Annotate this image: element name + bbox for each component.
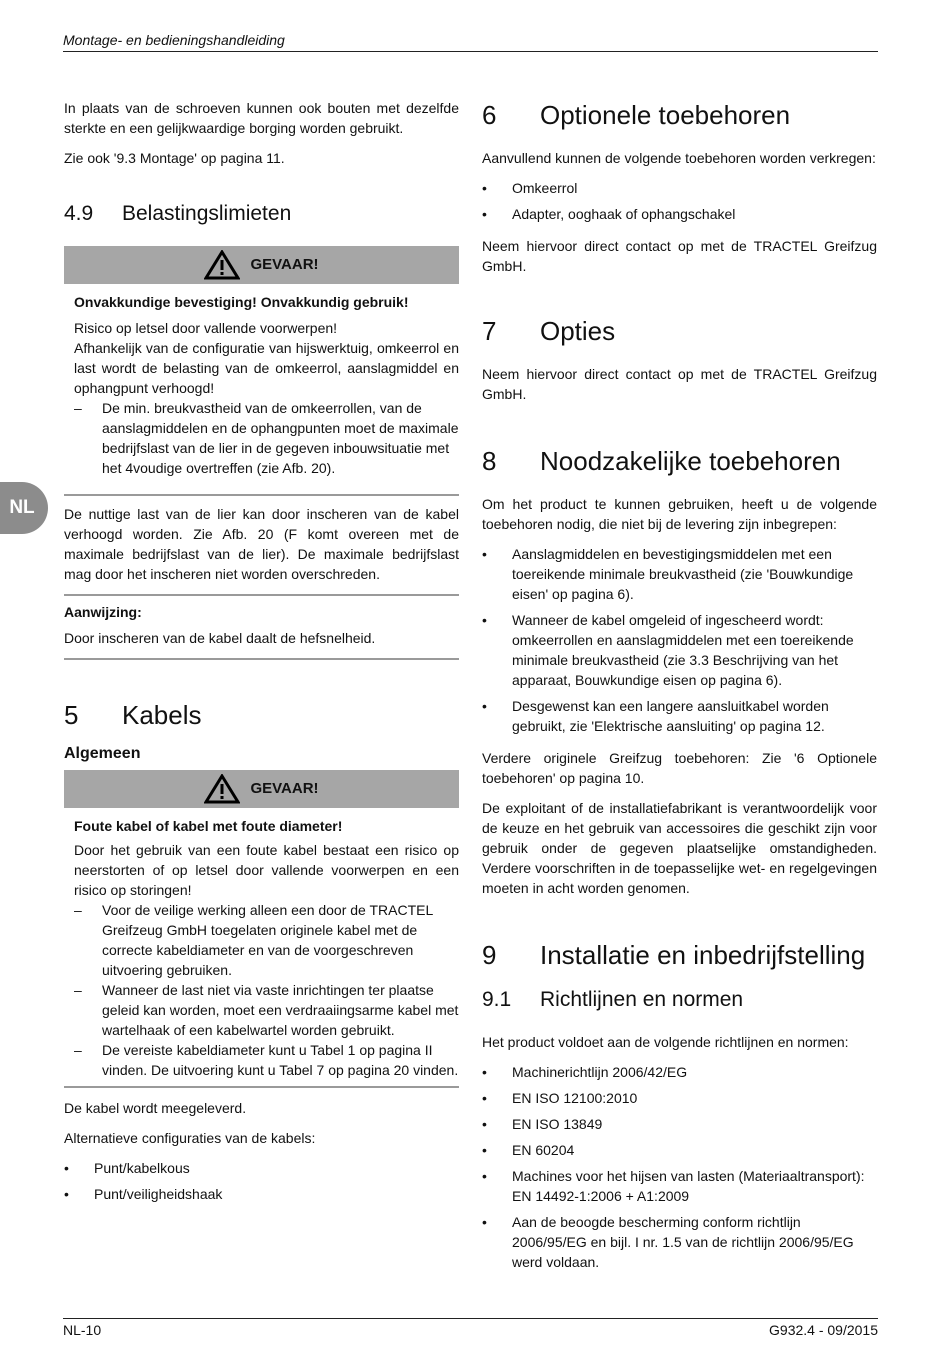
left-column (64, 98, 459, 1210)
danger-body (64, 292, 459, 478)
danger-list-item: – De vereiste kabeldiameter kunt u Tabel 1 op pagina II vinden. De uitvoering kunt u Tabel 7 op pagina 20 vinden. (74, 1042, 459, 1078)
note-text: Door inscheren van de kabel daalt de hefsnelheid. (64, 630, 376, 646)
danger-body (64, 816, 459, 1080)
list-item: • EN ISO 12100:2010 (482, 1090, 638, 1106)
section-heading-8: 8 Noodzakelijke toebehoren (482, 446, 841, 476)
section-heading-7: 7 Opties (482, 316, 616, 346)
list-item: • Machinerichtlijn 2006/42/EG (482, 1064, 688, 1080)
page-number: NL-10 (63, 1322, 102, 1338)
danger-text: Risico op letsel door vallende voorwerpen! (74, 320, 338, 336)
warning-icon (204, 774, 240, 804)
list-item: • Omkeerrol (482, 180, 578, 196)
optional-accessories-list (482, 178, 877, 224)
list-item: • EN ISO 13849 (482, 1116, 603, 1132)
paragraph: Om het product te kunnen gebruiken, heeft u de volgende toebehoren nodig, die niet bij de levering zijn inbegrepen: (482, 496, 877, 532)
paragraph: De exploitant of de installatiefabrikant is verantwoordelijk voor de keuze en het gebruik van accessoires die geschikt zijn voor gebruik onder de gegeven plaatselijke omstandigheden. Verdere voorschriften in de toepasselijke wet- en regelgevingen moeten in acht worden genomen. (482, 800, 877, 896)
required-accessories-list (482, 544, 877, 736)
danger-banner (64, 770, 459, 808)
cable-config-list (64, 1158, 459, 1204)
paragraph: Alternatieve configuraties van de kabels: (64, 1130, 316, 1146)
list-item: • Aan de beoogde bescherming conform richtlijn 2006/95/EG en bijl. I nr. 1.5 van de richtlijn 2006/95/EG werd voldaan. (482, 1214, 854, 1270)
paragraph: Het product voldoet aan de volgende richtlijnen en normen: (482, 1034, 849, 1050)
list-item: • Desgewenst kan een langere aansluitkabel worden gebruikt, zie 'Elektrische aansluiting' op pagina 12. (482, 698, 829, 734)
page-header: Montage- en bedieningshandleiding (63, 32, 878, 52)
paragraph: Aanvullend kunnen de volgende toebehoren worden verkregen: (482, 150, 876, 166)
note-title: Aanwijzing: (64, 604, 142, 620)
section-heading-9-1: 9.1 Richtlijnen en normen (482, 988, 744, 1011)
section-heading-6: 6 Optionele toebehoren (482, 100, 791, 130)
warning-icon (204, 250, 240, 280)
danger-title: Onvakkundige bevestiging! Onvakkundig gebruik! (74, 294, 409, 310)
document-code: G932.4 - 09/2015 (769, 1322, 878, 1338)
paragraph: Zie ook '9.3 Montage' op pagina 11. (64, 150, 285, 166)
list-item: • Machines voor het hijsen van lasten (Materiaaltransport): EN 14492-1:2006 + A1:2009 (482, 1168, 865, 1204)
right-column (482, 98, 877, 1278)
section-heading-5: 5 Kabels (64, 700, 202, 730)
paragraph: De nuttige last van de lier kan door inscheren van de kabel verhoogd worden. Zie Afb. 20 (F komt overeen met de maximale bedrijfslast van de lier). De maximale bedrijfslast mag door het inscheren niet worden overschreden. (64, 506, 459, 582)
paragraph: De kabel wordt meegeleverd. (64, 1100, 247, 1116)
danger-list-item: – Wanneer de last niet via vaste inrichtingen ter plaatse geleid kan worden, moet een verdraaiingsarme kabel met wartelhaak of een kabelwartel worden gebruikt. (74, 982, 459, 1038)
section-heading-9: 9 Installatie en inbedrijfstelling (482, 940, 866, 970)
paragraph: Verdere originele Greifzug toebehoren: Zie '6 Optionele toebehoren' op pagina 10. (482, 750, 877, 786)
list-item: • EN 60204 (482, 1142, 575, 1158)
list-item: • Aanslagmiddelen en bevestigingsmiddelen met een toereikende minimale breukvastheid (zie 'Bouwkundige eisen' op pagina 6). (482, 546, 854, 602)
standards-list (482, 1062, 877, 1272)
paragraph: In plaats van de schroeven kunnen ook bouten met dezelfde sterkte en een gelijkwaardige borging worden gebruikt. (64, 100, 459, 136)
danger-title: Foute kabel of kabel met foute diameter! (74, 818, 343, 834)
paragraph: Neem hiervoor direct contact op met de TRACTEL Greifzug GmbH. (482, 366, 877, 402)
section-heading-4-9: 4.9 Belastingslimieten (64, 202, 292, 225)
paragraph: Neem hiervoor direct contact op met de TRACTEL Greifzug GmbH. (482, 238, 877, 274)
danger-label: GEVAAR! (250, 780, 319, 797)
language-tab: NL (0, 482, 48, 534)
list-item: • Adapter, ooghaak of ophangschakel (482, 206, 736, 222)
page-footer (63, 1318, 878, 1338)
danger-label: GEVAAR! (250, 256, 319, 273)
danger-list-item: – Voor de veilige werking alleen een door de TRACTEL Greifzeug GmbH toegelaten originele kabel met de correcte kabeldiameter en van de voorgeschreven uitvoering gebruiken. (74, 902, 433, 978)
list-item: • Punt/veiligheidshaak (64, 1186, 223, 1202)
list-item: • Wanneer de kabel omgeleid of ingescheerd wordt: omkeerrollen en aanslagmiddelen met een toereikende minimale breukvastheid (zie 3.3 Beschrijving van het apparaat, Bouwkundige eisen op pagina 6). (482, 612, 854, 688)
danger-banner (64, 246, 459, 284)
danger-text: Door het gebruik van een foute kabel bestaat een risico op neerstorten of op letsel door vallende voorwerpen en een risico op storingen! (74, 842, 459, 898)
subheading-algemeen: Algemeen (64, 745, 141, 762)
list-item: • Punt/kabelkous (64, 1160, 190, 1176)
danger-text: Afhankelijk van de configuratie van hijswerktuig, omkeerrol en last wordt de belasting van de omkeerrol, aanslagmiddel en ophangpunt verhoogd! (74, 340, 459, 396)
danger-list-item: – De min. breukvastheid van de omkeerrollen, van de aanslagmiddelen en de ophangpunten moet de maximale bedrijfslast van de lier in de gegeven inbouwsituatie met het 4voudige overtreffen (zie Afb. 20). (74, 400, 459, 476)
